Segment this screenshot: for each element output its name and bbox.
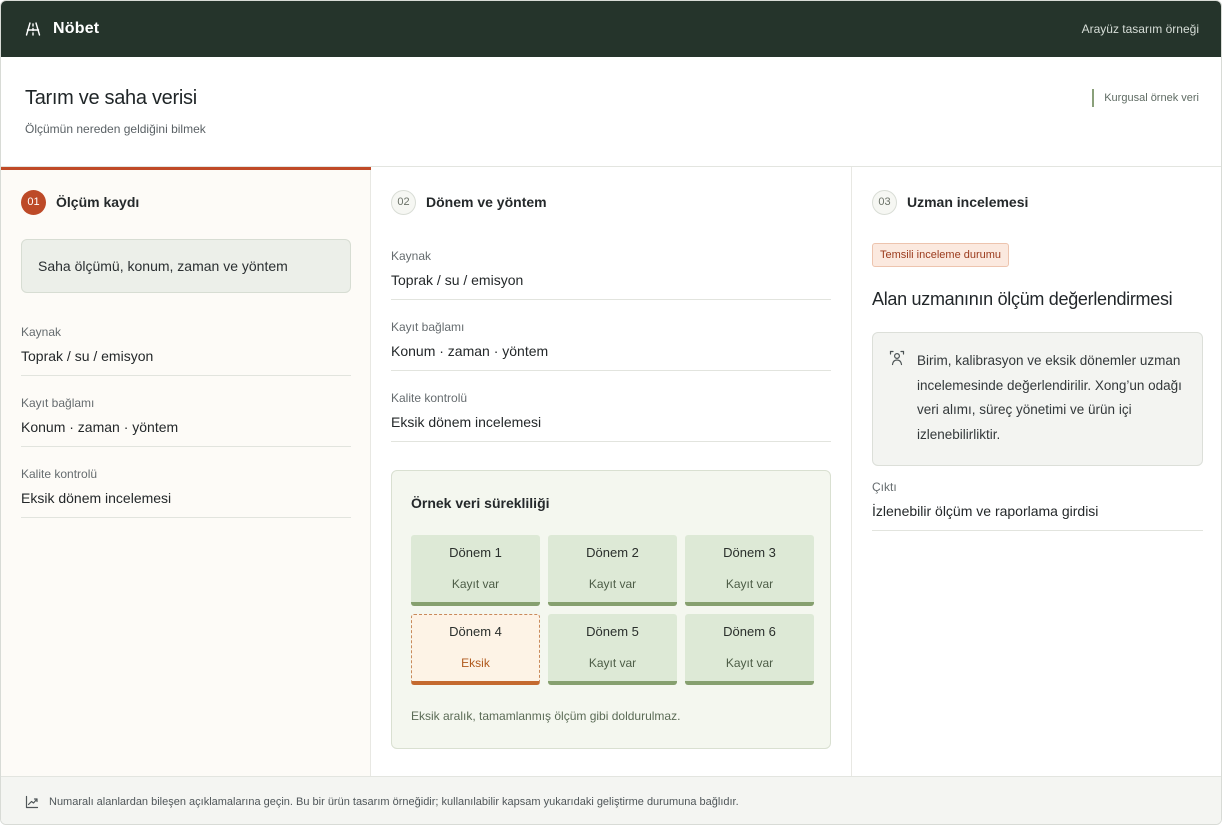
chart-line-icon [25,795,39,809]
continuity-title: Örnek veri sürekliliği [411,495,550,511]
data-continuity-card [391,470,831,749]
step-title: Dönem ve yöntem [426,194,547,210]
field-value: Konum · zaman · yöntem [391,343,549,359]
field-value: İzlenebilir ölçüm ve raporlama girdisi [872,503,1099,519]
step-expert-review[interactable] [852,167,1222,776]
period-status: Eksik [461,656,490,670]
field-record-context [391,320,831,371]
period-name: Dönem 4 [449,624,502,639]
period-status: Kayıt var [725,577,774,591]
step-number: 03 [872,190,897,215]
field-label: Kayıt bağlamı [391,320,465,334]
step-title: Uzman incelemesi [907,194,1029,210]
brand-name: Nöbet [53,20,100,37]
step-header [872,189,1203,215]
step-header [21,189,351,215]
sample-data-tag: Kurgusal örnek veri [1092,89,1199,107]
review-note [872,332,1203,466]
review-title: Alan uzmanının ölçüm değerlendirmesi [872,289,1173,309]
field-label: Kaynak [21,325,62,339]
period-status: Kayıt var [588,577,637,591]
period-cell[interactable] [685,614,814,685]
period-name: Dönem 5 [586,624,639,639]
period-cell-missing[interactable] [411,614,540,685]
field-value: Eksik dönem incelemesi [21,490,172,506]
field-label: Kalite kontrolü [21,467,98,481]
field-quality-control [21,467,351,518]
design-example-label: Arayüz tasarım örneği [1081,22,1199,36]
field-quality-control [391,391,831,442]
page-subtitle: Ölçümün nereden geldiğini bilmek [25,122,206,136]
measurement-summary: Saha ölçümü, konum, zaman ve yöntem [21,239,351,293]
period-status: Kayıt var [451,577,500,591]
steps-panel [1,167,1222,776]
status-badge: Temsili inceleme durumu [872,243,1009,267]
step-title: Ölçüm kaydı [56,194,140,210]
step-number: 02 [391,190,416,215]
continuity-note: Eksik aralık, tamamlanmış ölçüm gibi doldurulmaz. [411,709,681,723]
period-cell[interactable] [548,614,677,685]
field-output [872,480,1203,531]
field-label: Kalite kontrolü [391,391,468,405]
step-number: 01 [21,190,46,215]
top-bar [1,1,1222,57]
field-source [391,249,831,300]
field-list [391,249,831,442]
period-cell[interactable] [411,535,540,606]
review-text: Birim, kalibrasyon ve eksik dönemler uzman incelemesinde değerlendirilir. Xong’un odağı veri alımı, süreç yönetimi ve ürün içi izlenebilirliktir. [917,353,1182,442]
period-status: Kayıt var [588,656,637,670]
period-name: Dönem 1 [449,545,502,560]
field-value: Toprak / su / emisyon [21,348,154,364]
step-period-method[interactable] [371,167,852,776]
step-measurement-record[interactable] [1,167,371,776]
period-name: Dönem 6 [723,624,776,639]
period-name: Dönem 2 [586,545,639,560]
field-value: Konum · zaman · yöntem [21,419,179,435]
period-status: Kayıt var [725,656,774,670]
field-record-context [21,396,351,447]
field-label: Kaynak [391,249,432,263]
period-name: Dönem 3 [723,545,776,560]
field-value: Eksik dönem incelemesi [391,414,542,430]
page-title: Tarım ve saha verisi [25,87,197,109]
brand[interactable] [25,20,99,38]
page-header [1,57,1222,167]
field-list [21,325,351,518]
period-cell[interactable] [548,535,677,606]
field-value: Toprak / su / emisyon [391,272,524,288]
road-icon [25,21,41,37]
footer-text: Numaralı alanlardan bileşen açıklamalarına geçin. Bu bir ürün tasarım örneğidir; kullanılabilir kapsam yukarıdaki geliştirme durumuna bağlıdır. [49,795,739,808]
step-header [391,189,831,215]
footer-hint [1,776,1222,825]
field-source [21,325,351,376]
user-scan-icon [889,350,905,366]
period-grid [411,535,811,685]
field-label: Kayıt bağlamı [21,396,95,410]
period-cell[interactable] [685,535,814,606]
field-label: Çıktı [872,480,897,494]
